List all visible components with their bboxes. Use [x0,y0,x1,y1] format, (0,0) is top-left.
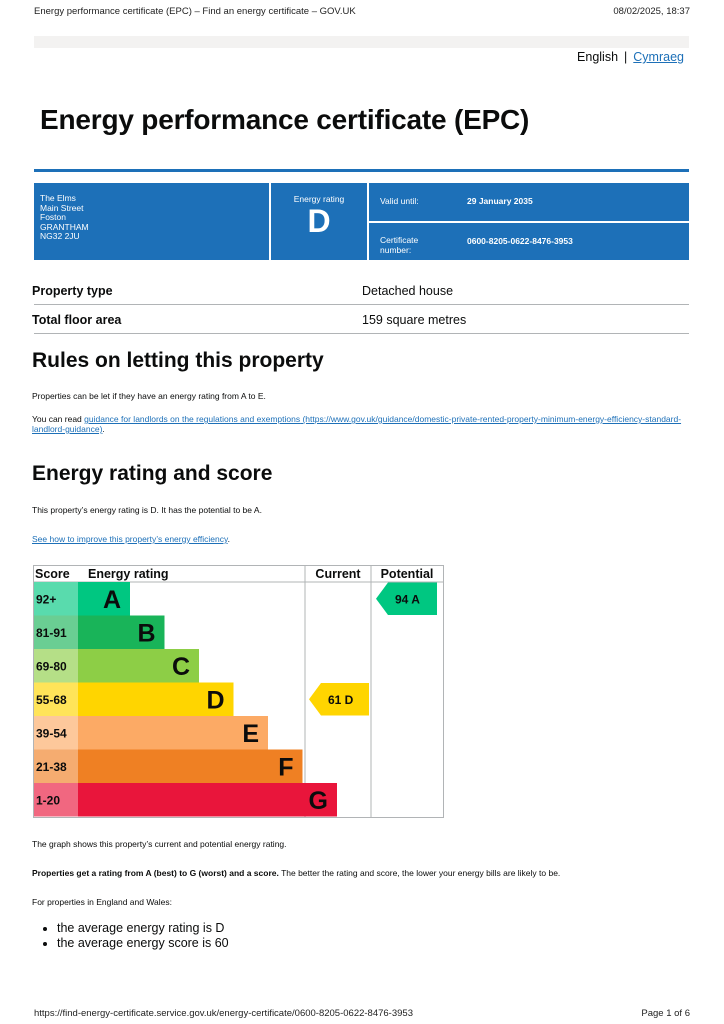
lang-welsh-link[interactable]: Cymraeg [633,50,684,64]
header-current: Current [315,567,361,581]
band-letter: A [102,585,121,614]
valid-until-value: 29 January 2035 [467,196,533,206]
address-line: The Elms [40,193,76,203]
epc-summary-box [34,183,689,260]
summary-row [34,305,689,334]
top-grey-bar [34,36,689,48]
certificate-number-label: Certificate number: [380,235,419,255]
guidance-link-text: guidance for landlords on the regulations and exemptions [84,414,301,424]
divider [369,221,689,223]
title-rule [34,169,689,172]
address-line: NG32 2JU [40,231,80,241]
summary-row [34,276,689,305]
band-score-range: 69-80 [36,659,67,674]
score-heading: Energy rating and score [32,462,273,485]
guidance-link[interactable] [32,414,681,434]
band-letter: D [206,686,225,715]
band-score-range: 55-68 [36,692,67,707]
header-score: Score [35,567,70,581]
current-rating-label: 61 D [328,692,354,707]
guidance-url: (https://www.gov.uk/guidance/domestic-private-rented-property-minimum-energy-efficiency-standard-landlord-guidance) [32,414,682,434]
print-datetime: 08/02/2025, 18:37 [613,6,690,17]
energy-rating-graph [33,565,445,819]
list-item: • the average energy rating is D [57,921,229,936]
average-list [40,921,229,951]
score-paragraph: This property’s energy rating is D. It has the potential to be A. [32,505,262,515]
band-bar [78,783,337,817]
band-score-range: 81-91 [36,625,67,640]
address-line: Main Street [40,202,84,213]
potential-rating-label: 94 A [395,592,420,607]
valid-until-label: Valid until: [380,196,419,206]
print-url: https://find-energy-certificate.service.gov.uk/energy-certificate/0600-8205-0622-8476-3953 [34,1008,413,1019]
language-switcher [577,50,684,64]
band-score-range: 1-20 [36,793,61,808]
summary-value: 159 square metres [362,313,467,327]
guidance-prefix: You can read [32,414,85,424]
certificate-number-value: 0600-8205-0622-8476-3953 [467,236,573,246]
address-line: GRANTHAM [40,221,89,232]
header-potential: Potential [380,567,434,581]
summary-label: Property type [32,284,113,298]
property-address [40,194,89,242]
band-letter: E [242,719,259,748]
list-item: • the average energy score is 60 [57,936,229,951]
summary-label: Total floor area [32,313,122,327]
improve-efficiency-link[interactable]: See how to improve this property’s energy efficiency [32,534,228,544]
band-score-range: 39-54 [36,726,67,741]
guidance-suffix: . [102,424,105,434]
band-letter: C [171,652,190,681]
band-letter: B [137,619,156,648]
band-score-range: 92+ [36,592,57,607]
header-energy-rating: Energy rating [88,567,169,581]
band-score-range: 21-38 [36,759,67,774]
rating-explanation [32,868,560,878]
graph-caption: The graph shows this property’s current and potential energy rating. [32,839,287,849]
property-summary [34,276,689,334]
lang-english: English [577,50,619,64]
band-bar [78,750,303,784]
improve-suffix: . [227,534,230,544]
rules-heading: Rules on letting this property [32,349,324,372]
england-wales-intro: For properties in England and Wales: [32,897,173,907]
rating-explanation-rest: The better the rating and score, the lower your energy bills are likely to be. [278,868,561,878]
lang-separator: | [624,50,628,64]
print-page-title: Energy performance certificate (EPC) – Find an energy certificate – GOV.UK [34,6,356,17]
band-letter: F [278,753,294,782]
energy-rating-letter: D [307,203,331,239]
page-title: Energy performance certificate (EPC) [40,104,530,135]
improve-paragraph [32,534,230,544]
print-footer [34,1008,690,1019]
summary-value: Detached house [362,284,454,298]
band-bar [78,716,268,750]
guidance-paragraph [32,414,690,434]
energy-rating-label: Energy rating [293,194,345,204]
band-letter: G [308,786,328,815]
rating-explanation-bold: Properties get a rating from A (best) to G (worst) and a score. [32,868,279,878]
rules-paragraph: Properties can be let if they have an energy rating from A to E. [32,391,266,401]
print-page-number: Page 1 of 6 [641,1008,690,1019]
print-header [34,6,690,17]
address-line: Foston [40,212,66,222]
